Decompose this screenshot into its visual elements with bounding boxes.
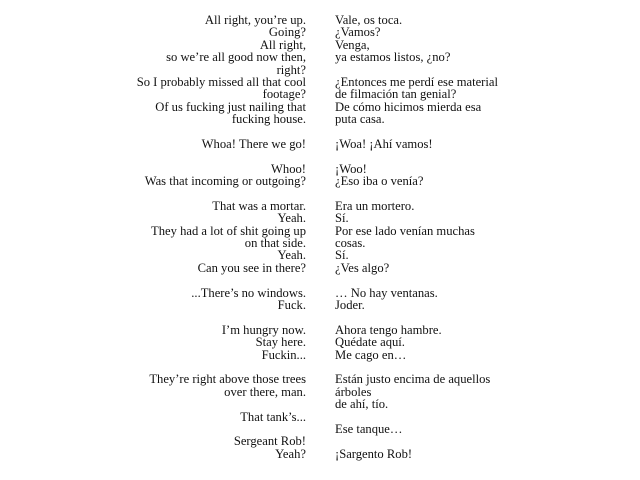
spanish-subtitle-line: Quédate aquí. <box>335 335 405 350</box>
spanish-subtitle-line: ¿Vamos? <box>335 25 381 40</box>
spanish-subtitle-line: ¿Entonces me perdí ese material <box>335 74 498 89</box>
english-subtitle-line: All right, <box>259 37 306 52</box>
english-subtitle-line: Going? <box>268 25 306 40</box>
english-subtitle-line: fucking house. <box>231 112 306 127</box>
english-subtitle-line: ...There’s no windows. <box>191 285 306 300</box>
line-gap <box>335 311 635 323</box>
spanish-subtitle-line: Era un mortero. <box>335 198 415 213</box>
spanish-subtitle-line: ¡Sargento Rob! <box>335 446 413 461</box>
spanish-subtitle-line: ya estamos listos, ¿no? <box>335 50 451 65</box>
english-subtitle-line: over there, man. <box>224 384 306 399</box>
english-subtitle-line: Sergeant Rob! <box>233 434 306 449</box>
english-subtitle-line: Whoa! There we go! <box>201 136 306 151</box>
english-subtitle-line: Was that incoming or outgoing? <box>144 174 306 189</box>
english-subtitle-line: Can you see in there? <box>197 260 306 275</box>
english-subtitle-line: Yeah. <box>277 248 306 263</box>
english-subtitle-line: I’m hungry now. <box>221 322 306 337</box>
english-subtitle-line: Fuckin... <box>261 347 306 362</box>
spanish-subtitle-line: Joder. <box>335 297 365 312</box>
spanish-subtitle-line: ¿Ves algo? <box>335 260 390 275</box>
spanish-subtitle-line: Ese tanque… <box>335 421 403 436</box>
spanish-subtitle-line: Me cago en… <box>335 347 407 362</box>
spanish-subtitle-line: ¡Woa! ¡Ahí vamos! <box>335 136 433 151</box>
line-gap <box>335 187 635 199</box>
english-subtitle-column <box>6 14 306 460</box>
line-gap <box>6 187 306 199</box>
spanish-subtitle-line: ¡Woo! <box>335 161 367 176</box>
line-gap <box>6 311 306 323</box>
english-subtitle-line: Stay here. <box>255 335 306 350</box>
spanish-subtitle-line: Ahora tengo hambre. <box>335 322 442 337</box>
english-subtitle-line: Yeah? <box>275 446 306 461</box>
line-gap <box>6 150 306 162</box>
line-gap <box>6 398 306 410</box>
spanish-subtitle-line: cosas. <box>335 236 366 251</box>
spanish-subtitle-line: árboles <box>335 384 372 399</box>
spanish-subtitle-line: … No hay ventanas. <box>335 285 438 300</box>
spanish-subtitle-line: Por ese lado venían muchas <box>335 223 475 238</box>
spanish-subtitle-line: ¿Eso iba o venía? <box>335 174 424 189</box>
line-gap <box>335 150 635 162</box>
english-subtitle-line: so we’re all good now then, <box>166 50 306 65</box>
spanish-subtitle-line: Sí. <box>335 211 349 226</box>
spanish-subtitle-line: puta casa. <box>335 112 385 127</box>
english-subtitle-line: Of us fucking just nailing that <box>155 99 306 114</box>
english-subtitle-line: on that side. <box>244 236 306 251</box>
spanish-subtitle-line: Venga, <box>335 37 370 52</box>
spanish-subtitle-line: Vale, os toca. <box>335 13 403 27</box>
english-subtitle-line: They’re right above those trees <box>149 372 306 387</box>
spanish-subtitle-line: Sí. <box>335 248 349 263</box>
spanish-subtitle-column <box>335 14 635 460</box>
english-subtitle-line: That was a mortar. <box>212 198 306 213</box>
english-subtitle-line: Fuck. <box>277 297 306 312</box>
english-subtitle-line: So I probably missed all that cool <box>136 74 306 89</box>
spanish-subtitle-line: de ahí, tío. <box>335 397 389 412</box>
english-subtitle-line: right? <box>276 62 306 77</box>
english-subtitle-line: All right, you’re up. <box>204 13 306 27</box>
line-gap <box>6 274 306 286</box>
spanish-subtitle-line: De cómo hicimos mierda esa <box>335 99 482 114</box>
english-subtitle-line: That tank’s... <box>240 409 306 424</box>
line-gap <box>335 435 635 447</box>
english-subtitle-line: Yeah. <box>277 211 306 226</box>
english-subtitle-line: Whoo! <box>271 161 306 176</box>
spanish-subtitle-line: de filmación tan genial? <box>335 87 457 102</box>
english-subtitle-line: footage? <box>262 87 306 102</box>
english-subtitle-line: They had a lot of shit going up <box>151 223 306 238</box>
spanish-subtitle-line: Están justo encima de aquellos <box>335 372 491 387</box>
line-gap <box>335 274 635 286</box>
